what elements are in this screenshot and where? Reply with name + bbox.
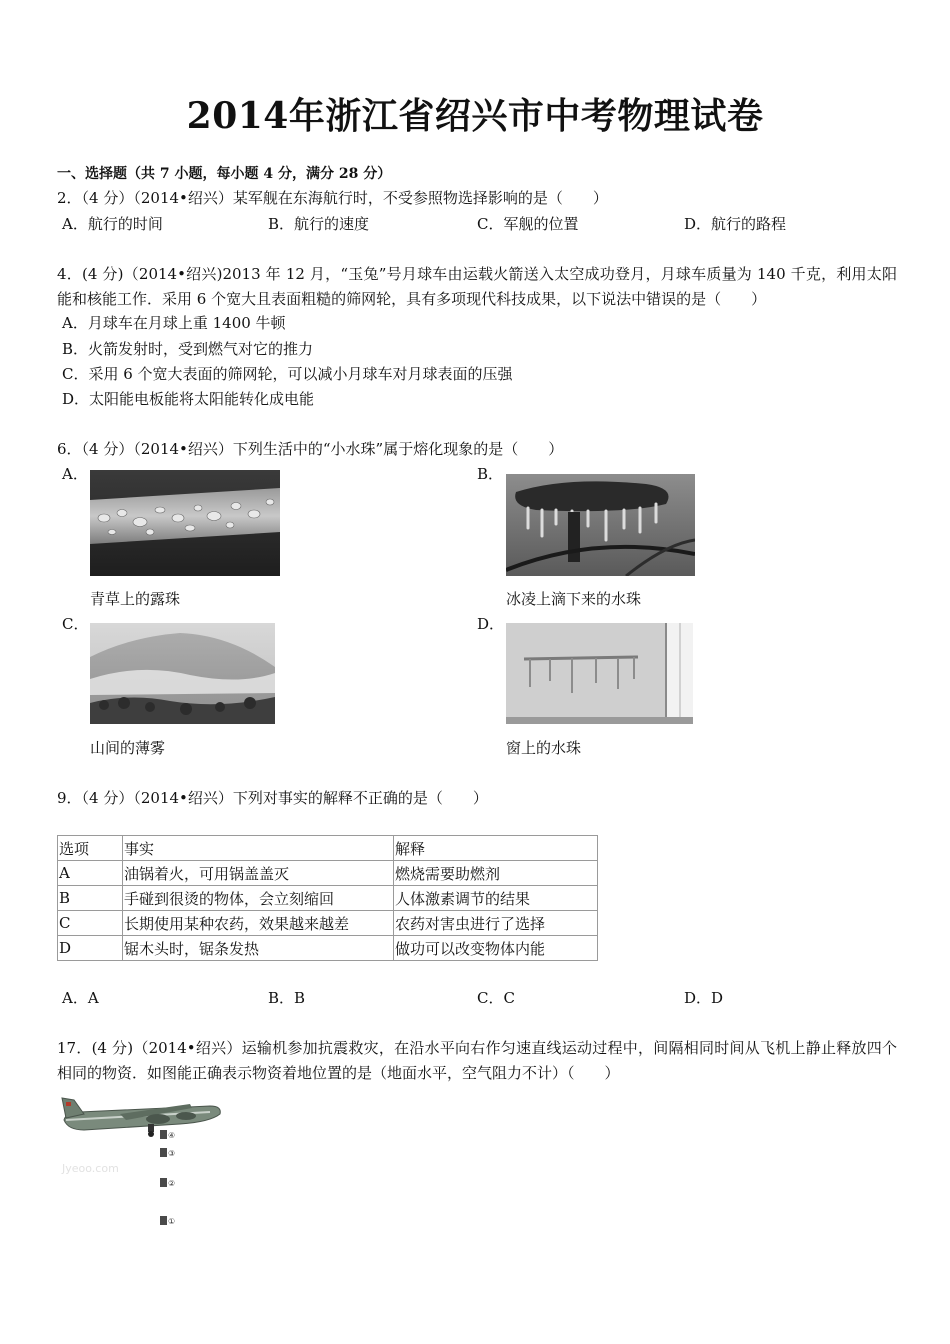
cargo-box-4-label: ④	[168, 1131, 176, 1140]
question-2-stem: 2．（4 分）（2014•绍兴）某军舰在东海航行时，不受参照物选择影响的是（ ）	[57, 189, 608, 207]
table-header-cell: 事实	[123, 836, 394, 861]
q6-caption-d: 窗上的水珠	[506, 739, 582, 757]
table-cell: B	[58, 886, 123, 911]
q2-option-b: B．航行的速度	[268, 215, 370, 233]
page-title: 2014年浙江省绍兴市中考物理试卷	[186, 95, 764, 137]
cargo-box-1	[160, 1216, 167, 1225]
q6-letter-b: B．	[477, 465, 504, 483]
table-row	[58, 886, 598, 911]
question-6-stem: 6．（4 分）（2014•绍兴）下列生活中的“小水珠”属于熔化现象的是（ ）	[57, 440, 564, 458]
cargo-box-3	[160, 1148, 167, 1157]
cargo-box-1-label: ①	[168, 1217, 176, 1226]
cargo-box-3-label: ③	[168, 1149, 176, 1158]
table-cell: D	[58, 936, 123, 961]
cargo-plane-svg	[60, 1092, 225, 1237]
table-header-row	[58, 836, 598, 861]
q4-option-b: B．火箭发射时，受到燃气对它的推力	[62, 340, 314, 358]
dewdrops-on-grass-photo	[90, 470, 280, 576]
watermark-text: Jyeoo.com	[62, 1162, 119, 1175]
table-row	[58, 936, 598, 961]
cargo-box-4	[160, 1130, 167, 1139]
table-cell: 人体激素调节的结果	[394, 886, 598, 911]
table-cell: 油锅着火，可用锅盖盖灭	[123, 861, 394, 886]
icicle-bike-seat-photo	[506, 474, 695, 576]
q6-caption-c: 山间的薄雾	[90, 739, 166, 757]
q9-option-a: A．A	[62, 989, 99, 1007]
table-cell: C	[58, 911, 123, 936]
q6-letter-d: D．	[477, 615, 505, 633]
q6-letter-c: C．	[62, 615, 89, 633]
q9-option-d: D．D	[684, 989, 724, 1007]
q4-option-d: D．太阳能电板能将太阳能转化成电能	[62, 390, 315, 408]
table-cell: 手碰到很烫的物体，会立刻缩回	[123, 886, 394, 911]
cargo-box-2	[160, 1178, 167, 1187]
facts-table	[57, 835, 598, 961]
question-4-stem: 4．(4 分)（2014•绍兴)2013 年 12 月，“玉兔”号月球车由运载火箭送入太空成功登月，月球车质量为 140 千克，利用太阳能和核能工作．采用 6 个宽大且表面粗糙的筛网轮，具有多项现代科技成果，以下说法中错误的是（ ）	[57, 265, 897, 308]
table-cell: 燃烧需要助燃剂	[394, 861, 598, 886]
mountain-mist-photo	[90, 623, 275, 724]
table-cell: 长期使用某种农药，效果越来越差	[123, 911, 394, 936]
table-row	[58, 861, 598, 886]
table-cell: 农药对害虫进行了选择	[394, 911, 598, 936]
table-header-cell: 选项	[58, 836, 123, 861]
cargo-plane-diagram	[60, 1092, 225, 1237]
table-header-cell: 解释	[394, 836, 598, 861]
table-cell: 锯木头时，锯条发热	[123, 936, 394, 961]
q6-caption-b: 冰凌上滴下来的水珠	[506, 590, 642, 608]
table-row	[58, 911, 598, 936]
q2-option-a: A．航行的时间	[62, 215, 163, 233]
q9-option-b: B．B	[268, 989, 306, 1007]
q4-option-a: A．月球车在月球上重 1400 牛顿	[62, 314, 286, 332]
q4-option-c: C．采用 6 个宽大表面的筛网轮，可以减小月球车对月球表面的压强	[62, 365, 513, 383]
q9-option-c: C．C	[477, 989, 515, 1007]
q6-letter-a: A．	[62, 465, 88, 483]
q2-option-d: D．航行的路程	[684, 215, 787, 233]
table-cell: A	[58, 861, 123, 886]
q6-caption-a: 青草上的露珠	[90, 590, 181, 608]
table-cell: 做功可以改变物体内能	[394, 936, 598, 961]
q2-option-c: C．军舰的位置	[477, 215, 579, 233]
question-9-stem: 9．（4 分）（2014•绍兴）下列对事实的解释不正确的是（ ）	[57, 789, 488, 807]
question-17-stem: 17．(4 分)（2014•绍兴）运输机参加抗震救灾，在沿水平向右作匀速直线运动过程中，间隔相同时间从飞机上静止释放四个相同的物资．如图能正确表示物资着地位置的是（地面水平，空气阻力不计）（ ）	[57, 1039, 897, 1082]
window-water-droplets-photo	[506, 623, 693, 724]
cargo-box-2-label: ②	[168, 1179, 176, 1188]
section-heading: 一、选择题（共 7 小题，每小题 4 分，满分 28 分）	[57, 166, 392, 182]
